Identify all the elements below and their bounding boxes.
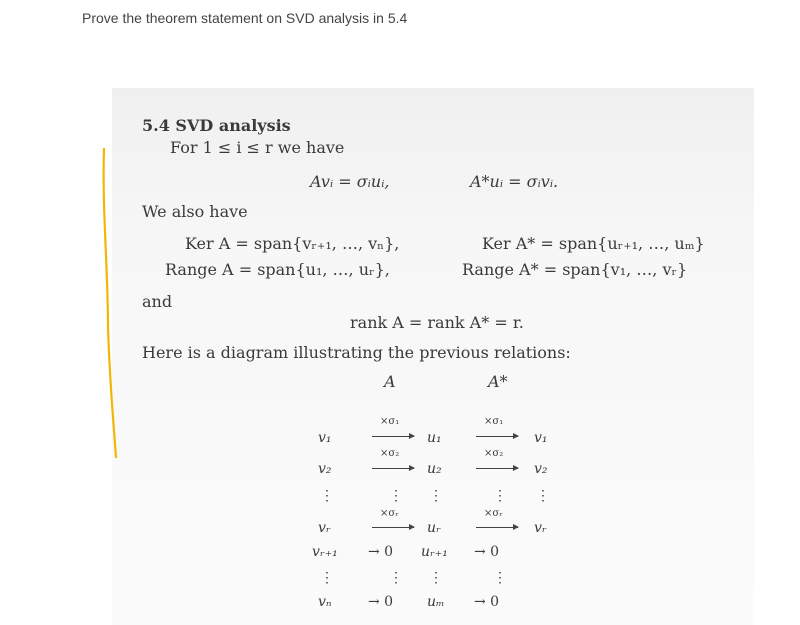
map-arrow bbox=[476, 527, 518, 528]
map-arrow bbox=[372, 436, 414, 437]
sigma-label: ×σ₁ bbox=[484, 416, 504, 427]
map-arrow bbox=[372, 527, 414, 528]
intro-text: For 1 ≤ i ≤ r we have bbox=[170, 138, 345, 157]
diagram-dots: ⋮ bbox=[429, 570, 443, 586]
zero-arrow: → 0 bbox=[474, 544, 500, 560]
map-arrow bbox=[372, 468, 414, 469]
diagram-dots: ⋮ bbox=[320, 488, 334, 504]
diagram-v-label: v₁ bbox=[318, 430, 332, 446]
diagram-u-label: u₂ bbox=[427, 461, 442, 477]
diagram-header-a-star: A* bbox=[488, 372, 508, 391]
map-arrow bbox=[476, 468, 518, 469]
section-heading: 5.4 SVD analysis bbox=[142, 116, 291, 135]
diagram-dots: ⋮ bbox=[320, 570, 334, 586]
diagram-intro: Here is a diagram illustrating the previous relations: bbox=[142, 343, 571, 362]
diagram-v-right-label: v₁ bbox=[534, 430, 548, 446]
diagram-v-label: vᵣ₊₁ bbox=[312, 544, 338, 560]
diagram-u-label: uᵣ bbox=[427, 520, 441, 536]
also-text: We also have bbox=[142, 202, 248, 221]
diagram-dots: ⋮ bbox=[429, 488, 443, 504]
range-a: Range A = span{u₁, …, uᵣ}, bbox=[165, 260, 390, 279]
diagram-header-a: A bbox=[384, 372, 396, 391]
sigma-label: ×σ₂ bbox=[380, 448, 400, 459]
range-a-star: Range A* = span{v₁, …, vᵣ} bbox=[462, 260, 688, 279]
diagram-u-label: uₘ bbox=[427, 594, 445, 610]
diagram-dots: ⋮ bbox=[389, 570, 403, 586]
zero-arrow: → 0 bbox=[368, 544, 394, 560]
diagram-v-label: vₙ bbox=[318, 594, 332, 610]
diagram-dots: ⋮ bbox=[389, 488, 403, 504]
ker-a: Ker A = span{vᵣ₊₁, …, vₙ}, bbox=[185, 234, 400, 253]
diagram-dots: ⋮ bbox=[493, 488, 507, 504]
and-text: and bbox=[142, 292, 173, 311]
sigma-label: ×σ₂ bbox=[484, 448, 504, 459]
diagram-v-right-label: v₂ bbox=[534, 461, 548, 477]
diagram-u-label: uᵣ₊₁ bbox=[421, 544, 448, 560]
ker-a-star: Ker A* = span{uᵣ₊₁, …, uₘ} bbox=[482, 234, 705, 253]
diagram-u-label: u₁ bbox=[427, 430, 442, 446]
diagram-v-label: vᵣ bbox=[318, 520, 331, 536]
zero-arrow: → 0 bbox=[474, 594, 500, 610]
equation-right: A*uᵢ = σᵢvᵢ. bbox=[470, 172, 559, 191]
diagram-v-label: v₂ bbox=[318, 461, 332, 477]
rank-equation: rank A = rank A* = r. bbox=[350, 313, 524, 332]
equation-left: Avᵢ = σᵢuᵢ, bbox=[310, 172, 390, 191]
highlight-bracket bbox=[100, 148, 124, 468]
zero-arrow: → 0 bbox=[368, 594, 394, 610]
sigma-label: ×σᵣ bbox=[484, 508, 503, 519]
diagram-dots: ⋮ bbox=[493, 570, 507, 586]
sigma-label: ×σ₁ bbox=[380, 416, 400, 427]
diagram-dots: ⋮ bbox=[536, 488, 550, 504]
question-text: Prove the theorem statement on SVD analysis in 5.4 bbox=[82, 10, 408, 26]
diagram-v-right-label: vᵣ bbox=[534, 520, 547, 536]
map-arrow bbox=[476, 436, 518, 437]
sigma-label: ×σᵣ bbox=[380, 508, 399, 519]
